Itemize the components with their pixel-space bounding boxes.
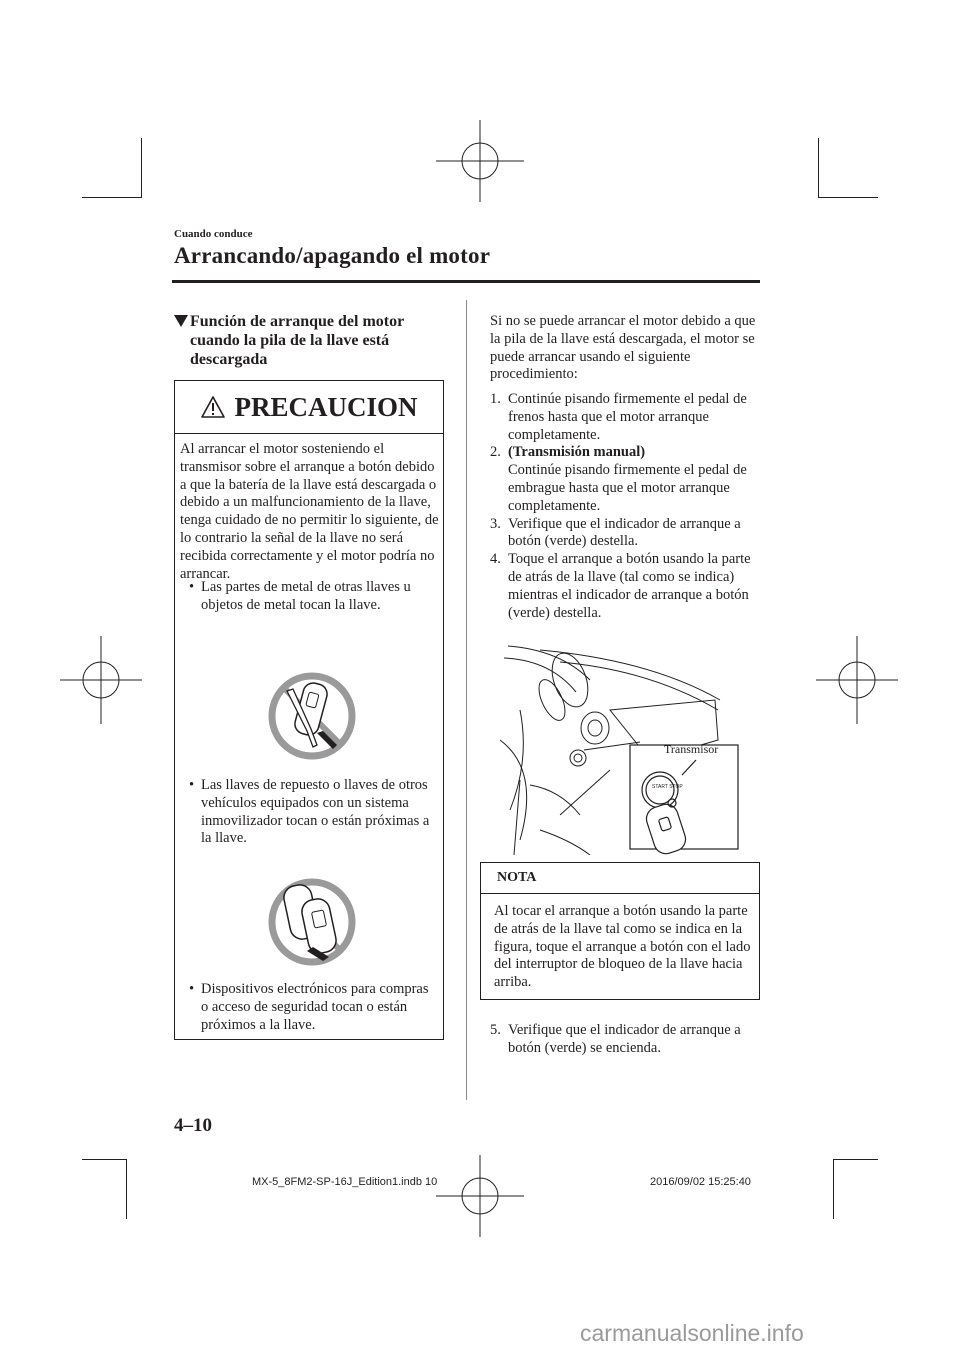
- steps-list-continued: [490, 1022, 760, 1058]
- transmitter-label: Transmisor: [664, 742, 719, 756]
- step-heading: (Transmisión manual): [508, 444, 646, 461]
- caution-bullet: • Las llaves de repuesto o llaves de otros vehículos equipados con un sistema inmovilizador tocan o están próximas a la llave.: [189, 777, 439, 848]
- section-label: Cuando conduce: [174, 228, 253, 240]
- step-item: 2. (Transmisión manual) Continúe pisando firmemente el pedal de embrague hasta que el motor arranque completamente.: [490, 444, 760, 515]
- intro-paragraph: Si no se puede arrancar el motor debido a que la pila de la llave está descargada, el motor se puede arrancar usando el siguiente procedimiento:: [490, 313, 756, 383]
- step-item: 1. Continúe pisando firmemente el pedal de frenos hasta que el motor arranque completamente.: [490, 391, 760, 444]
- steps-list: [490, 391, 760, 622]
- step-item: 4. Toque el arranque a botón usando la parte de atrás de la llave (tal como se indica) mientras el indicador de arranque a botón (verde) destella.: [490, 551, 760, 622]
- caution-bullet: • Las partes de metal de otras llaves u objetos de metal tocan la llave.: [189, 579, 439, 615]
- header-rule: [172, 280, 760, 283]
- step-text: Continúe pisando firmemente el pedal de frenos hasta que el motor arranque completamente.: [508, 391, 747, 443]
- footer-timestamp: 2016/09/02 15:25:40: [650, 1176, 751, 1188]
- subheading: [174, 312, 444, 369]
- spare-keys-illustration: [267, 877, 357, 967]
- note-header: [481, 863, 759, 894]
- caution-bullet-text: Dispositivos electrónicos para compras o acceso de seguridad tocan o están próximos a la llave.: [201, 981, 429, 1033]
- page-number: 4–10: [174, 1115, 212, 1136]
- caution-box: [174, 380, 444, 1040]
- triangle-marker-icon: [174, 315, 188, 327]
- caution-header: [175, 381, 443, 434]
- metal-objects-key-illustration: [267, 671, 357, 761]
- note-body: Al tocar el arranque a botón usando la parte de atrás de la llave tal como se indica en la figura, toque el arranque a botón con el lado del interruptor de bloqueo de la llave hacia arriba.: [494, 903, 751, 991]
- caution-bullet-text: Las llaves de repuesto o llaves de otros vehículos equipados con un sistema inmovilizador tocan o están próximas a la llave.: [201, 777, 430, 847]
- step-item: 3. Verifique que el indicador de arranque a botón (verde) destella.: [490, 516, 760, 552]
- step-item: 5. Verifique que el indicador de arranque a botón (verde) se encienda.: [490, 1022, 760, 1058]
- note-box: [480, 862, 760, 1000]
- page-title: Arrancando/apagando el motor: [174, 243, 491, 268]
- start-button-text: START STOP: [652, 784, 683, 790]
- column-divider: [466, 300, 467, 1100]
- footer-filename: MX-5_8FM2-SP-16J_Edition1.indb 10: [252, 1176, 438, 1188]
- warning-triangle-icon: [200, 395, 226, 419]
- caution-body: Al arrancar el motor sosteniendo el transmisor sobre el arranque a botón debido a que la batería de la llave está descargada o debido a un malfuncionamiento de la llave, tenga cuidado de no permitir lo siguiente, de lo contrario la señal de la llave no será recibida correctamente y el motor podría no arrancar.: [180, 441, 439, 582]
- note-label: NOTA: [497, 870, 537, 885]
- step-text: Verifique que el indicador de arranque a botón (verde) se encienda.: [508, 1022, 741, 1056]
- caution-label: PRECAUCION: [234, 391, 418, 422]
- subheading-text: Función de arranque del motor cuando la pila de la llave está descargada: [190, 313, 404, 368]
- caution-bullet: • Dispositivos electrónicos para compras o acceso de seguridad tocan o están próximos a la llave.: [189, 981, 439, 1034]
- caution-bullet-text: Las partes de metal de otras llaves u objetos de metal tocan la llave.: [201, 579, 411, 613]
- step-text: Continúe pisando firmemente el pedal de embrague hasta que el motor arranque completamente.: [508, 462, 747, 514]
- watermark: carmanualsonline.info: [580, 1320, 804, 1346]
- step-text: Verifique que el indicador de arranque a botón (verde) destella.: [508, 515, 741, 550]
- step-text: Toque el arranque a botón usando la parte de atrás de la llave (tal como se indica) mientras el indicador de arranque a botón (verde) destella.: [508, 551, 751, 621]
